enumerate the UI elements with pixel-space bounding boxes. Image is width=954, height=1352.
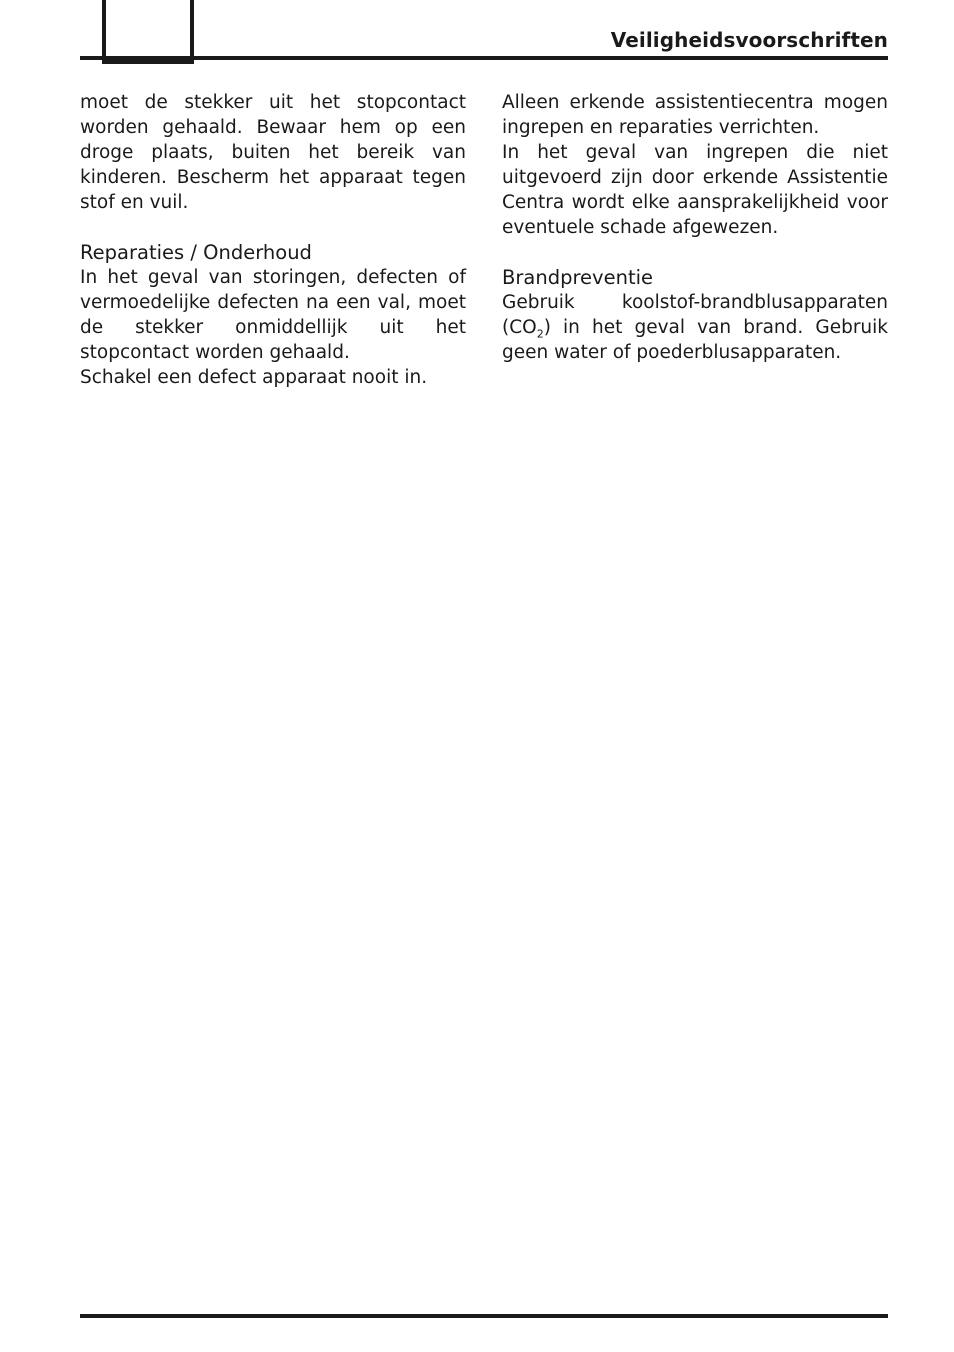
paragraph-gap [80,215,466,240]
text-line-co2 [502,317,888,341]
text-line: plaats, buiten het bereik van kinderen. [80,142,466,188]
text-line: de stekker onmiddellijk uit het stopcontact [80,317,466,363]
text-line: In het geval van storingen, defecten of [80,267,466,288]
text-line: Bescherm het apparaat tegen stof en vuil. [80,167,466,213]
co2-prefix: (CO [502,317,537,338]
text-line: uitgevoerd zijn door erkende Assistentie [502,167,888,188]
text-line: worden gehaald. [195,342,350,363]
co2-suffix: ) in het geval van brand. Gebruik [543,317,888,338]
text-line: geen water of poederblusapparaten. [502,342,842,363]
footer-rule [80,1314,888,1318]
service-paragraph [502,90,888,140]
co2-subscript: 2 [536,327,544,341]
text-line: Alleen erkende assistentiecentra mogen [502,92,888,113]
text-line: Gebruik koolstof-brandblusapparaten [502,292,888,313]
repairs-note: Schakel een defect apparaat nooit in. [80,367,428,388]
header-rule [80,56,888,60]
page-tab-marker [102,0,194,64]
section-heading-repairs: Reparaties / Onderhoud [80,241,312,264]
repairs-paragraph [80,265,466,365]
text-line: In het geval van ingrepen die niet [502,142,888,163]
intro-paragraph [80,90,466,215]
fire-paragraph [502,290,888,365]
liability-paragraph [502,140,888,240]
text-line: gehaald. Bewaar hem op een droge [80,117,466,163]
left-column [80,90,466,390]
text-line: Centra wordt elke aansprakelijkheid voor [502,192,888,213]
paragraph-gap [502,240,888,265]
text-line: vermoedelijke defecten na een val, moet [80,292,466,313]
text-line: eventuele schade afgewezen. [502,217,779,238]
page-header-title: Veiligheidsvoorschriften [610,28,888,52]
text-line: ingrepen en reparaties verrichten. [502,117,820,138]
text-line: moet de stekker uit het stopcontact worden [80,92,466,138]
section-heading-fire-prevention: Brandpreventie [502,266,654,289]
right-column [502,90,888,365]
